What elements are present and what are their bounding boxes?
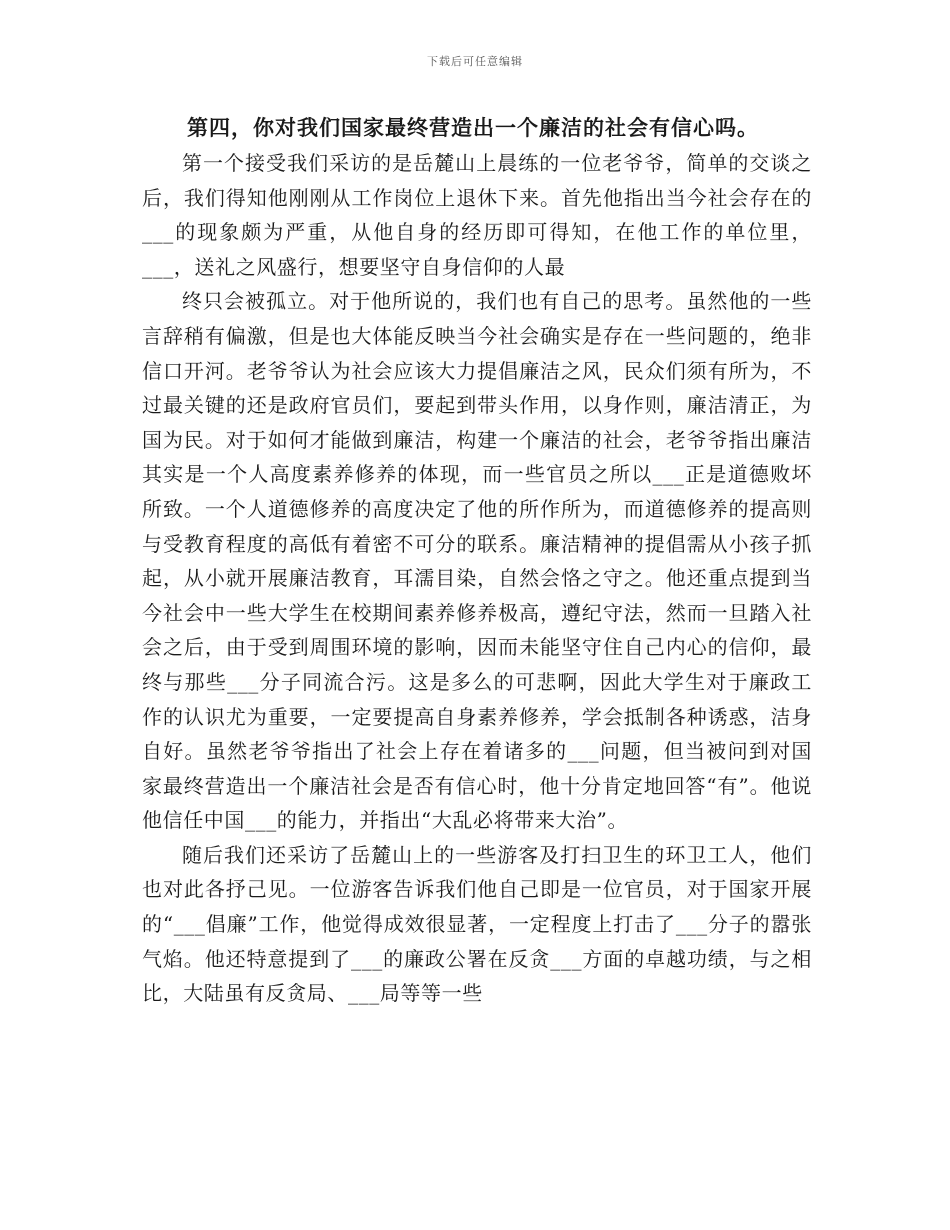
- paragraph-2: 终只会被孤立。对于他所说的，我们也有自己的思考。虽然他的一些言辞稍有偏激，但是也大体能反映当今社会确实是存在一些问题的，绝非信口开河。老爷爷认为社会应该大力提倡廉洁之风，民众们须有所为，不过最关键的还是政府官员们，要起到带头作用，以身作则，廉洁清正，为国为民。对于如何才能做到廉洁，构建一个廉洁的社会，老爷爷指出廉洁其实是一个人高度素养修养的体现，而一些官员之所以___正是道德败坏所致。一个人道德修养的高度决定了他的所作所为，而道德修养的提高则与受教育程度的高低有着密不可分的联系。廉洁精神的提倡需从小孩子抓起，从小就开展廉洁教育，耳濡目染，自然会恪之守之。他还重点提到当今社会中一些大学生在校期间素养修养极高，遵纪守法，然而一旦踏入社会之后，由于受到周围环境的影响，因而未能坚守住自己内心的信仰，最终与那些___分子同流合污。这是多么的可悲啊，因此大学生对于廉政工作的认识尤为重要，一定要提高自身素养修养，学会抵制各种诱惑，洁身自好。虽然老爷爷指出了社会上存在着诸多的___问题，但当被问到对国家最终营造出一个廉洁社会是否有信心时，他十分肯定地回答“有”。他说他信任中国___的能力，并指出“大乱必将带来大治”。: [142, 289, 812, 833]
- section-title: 第四，你对我们国家最终营造出一个廉洁的社会有信心吗。: [187, 115, 759, 140]
- document-body: [142, 146, 812, 1011]
- header-note: 下载后可任意编辑: [427, 55, 523, 68]
- paragraph-3: 随后我们还采访了岳麓山上的一些游客及打扫卫生的环卫工人，他们也对此各抒己见。一位游客告诉我们他自己即是一位官员，对于国家开展的“___倡廉”工作，他觉得成效很显著，一定程度上打击了___分子的嚣张气焰。他还特意提到了___的廉政公署在反贪___方面的卓越功绩，与之相比，大陆虽有反贪局、___局等等一些: [142, 842, 812, 1006]
- paragraph-1: 第一个接受我们采访的是岳麓山上晨练的一位老爷爷，简单的交谈之后，我们得知他刚刚从工作岗位上退休下来。首先他指出当今社会存在的___的现象颇为严重，从他自身的经历即可得知，在他工作的单位里，___，送礼之风盛行，想要坚守自身信仰的人最: [142, 151, 812, 279]
